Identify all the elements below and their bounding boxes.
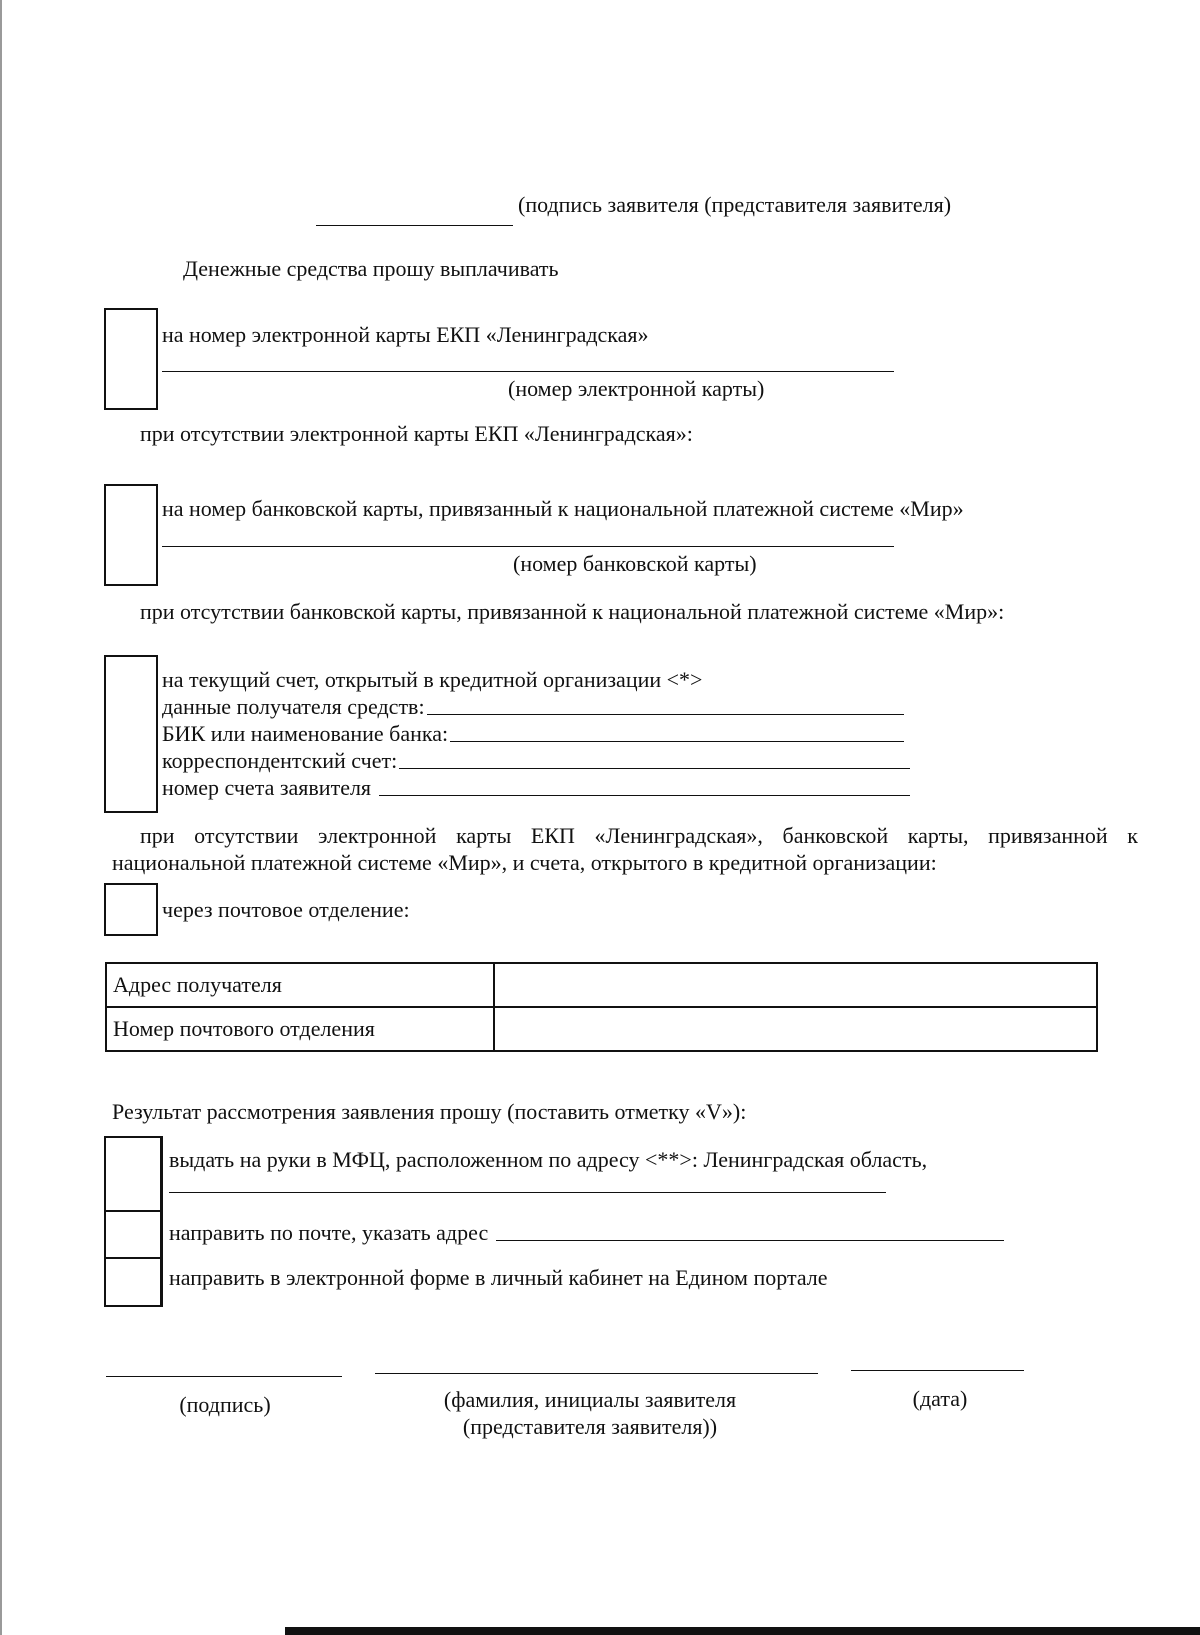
fallback-no-ekp: при отсутствии электронной карты ЕКП «Ленинградская»: xyxy=(140,421,693,446)
result-portal-label: направить в электронной форме в личный кабинет на Едином портале xyxy=(169,1265,828,1290)
fallback-all-line1: при отсутствии электронной карты ЕКП «Ленинградская», банковской карты, привязанной к xyxy=(140,823,1138,848)
bank-card-checkbox[interactable] xyxy=(104,484,158,586)
result-post-address-line[interactable] xyxy=(496,1240,1004,1241)
account-number-label: номер счета заявителя xyxy=(162,775,372,800)
post-office-number-value[interactable] xyxy=(494,1007,1097,1051)
ekp-card-checkbox[interactable] xyxy=(104,308,158,410)
account-checkbox[interactable] xyxy=(104,655,158,813)
signature-caption: (подпись) xyxy=(179,1392,271,1417)
result-post-field[interactable] xyxy=(169,1220,1004,1246)
ekp-card-label: на номер электронной карты ЕКП «Ленинградская» xyxy=(162,322,649,347)
payment-intro: Денежные средства прошу выплачивать xyxy=(183,256,559,281)
name-caption-line1: (фамилия, инициалы заявителя xyxy=(443,1387,737,1412)
result-box-divider xyxy=(161,1136,163,1307)
signature-line[interactable] xyxy=(106,1376,342,1377)
bank-card-caption: (номер банковской карты) xyxy=(513,551,757,576)
corr-account-field[interactable] xyxy=(162,748,910,774)
ekp-card-caption: (номер электронной карты) xyxy=(508,376,765,401)
result-checkbox-mfc[interactable] xyxy=(104,1136,162,1212)
result-checkbox-post[interactable] xyxy=(104,1210,162,1259)
bank-card-label: на номер банковской карты, привязанный к национальной платежной системе «Мир» xyxy=(162,496,964,521)
result-mfc-address-line[interactable] xyxy=(169,1192,886,1193)
table-row xyxy=(106,1007,1097,1051)
result-intro: Результат рассмотрения заявления прошу (поставить отметку «V»): xyxy=(112,1099,747,1124)
recipient-data-line[interactable] xyxy=(427,714,904,715)
date-caption: (дата) xyxy=(912,1386,968,1411)
corr-account-label: корреспондентский счет: xyxy=(162,748,398,773)
account-label: на текущий счет, открытый в кредитной организации <*> xyxy=(162,667,703,692)
name-line[interactable] xyxy=(375,1373,818,1374)
fallback-all-line2: национальной платежной системе «Мир», и счета, открытого в кредитной организации: xyxy=(112,850,937,875)
recipient-data-label: данные получателя средств: xyxy=(162,694,425,719)
fallback-no-bank-card: при отсутствии банковской карты, привязанной к национальной платежной системе «Мир»: xyxy=(140,599,1005,624)
recipient-address-value[interactable] xyxy=(494,963,1097,1007)
bank-card-number-line[interactable] xyxy=(162,546,894,547)
account-number-field[interactable] xyxy=(162,775,910,801)
bank-field[interactable] xyxy=(162,721,904,747)
post-office-checkbox[interactable] xyxy=(104,883,158,936)
result-checkbox-portal[interactable] xyxy=(104,1257,162,1307)
post-office-number-label: Номер почтового отделения xyxy=(106,1007,494,1051)
address-table xyxy=(105,962,1098,1052)
scan-left-edge xyxy=(0,0,2,1635)
bank-label: БИК или наименование банка: xyxy=(162,721,449,746)
applicant-signature-line[interactable] xyxy=(316,225,513,226)
recipient-data-field[interactable] xyxy=(162,694,904,720)
result-mfc-label: выдать на руки в МФЦ, расположенном по адресу <**>: Ленинградская область, xyxy=(169,1147,928,1172)
bank-line[interactable] xyxy=(450,741,904,742)
corr-account-line[interactable] xyxy=(399,768,910,769)
result-post-label: направить по почте, указать адрес xyxy=(169,1220,489,1245)
name-caption-line2: (представителя заявителя)) xyxy=(462,1414,718,1439)
recipient-address-label: Адрес получателя xyxy=(106,963,494,1007)
date-line[interactable] xyxy=(851,1370,1024,1371)
scan-bottom-edge xyxy=(285,1627,1200,1635)
account-number-line[interactable] xyxy=(379,795,910,796)
table-row xyxy=(106,963,1097,1007)
post-office-label: через почтовое отделение: xyxy=(162,897,410,922)
ekp-card-number-line[interactable] xyxy=(162,371,894,372)
applicant-signature-caption: (подпись заявителя (представителя заявителя) xyxy=(518,192,952,217)
